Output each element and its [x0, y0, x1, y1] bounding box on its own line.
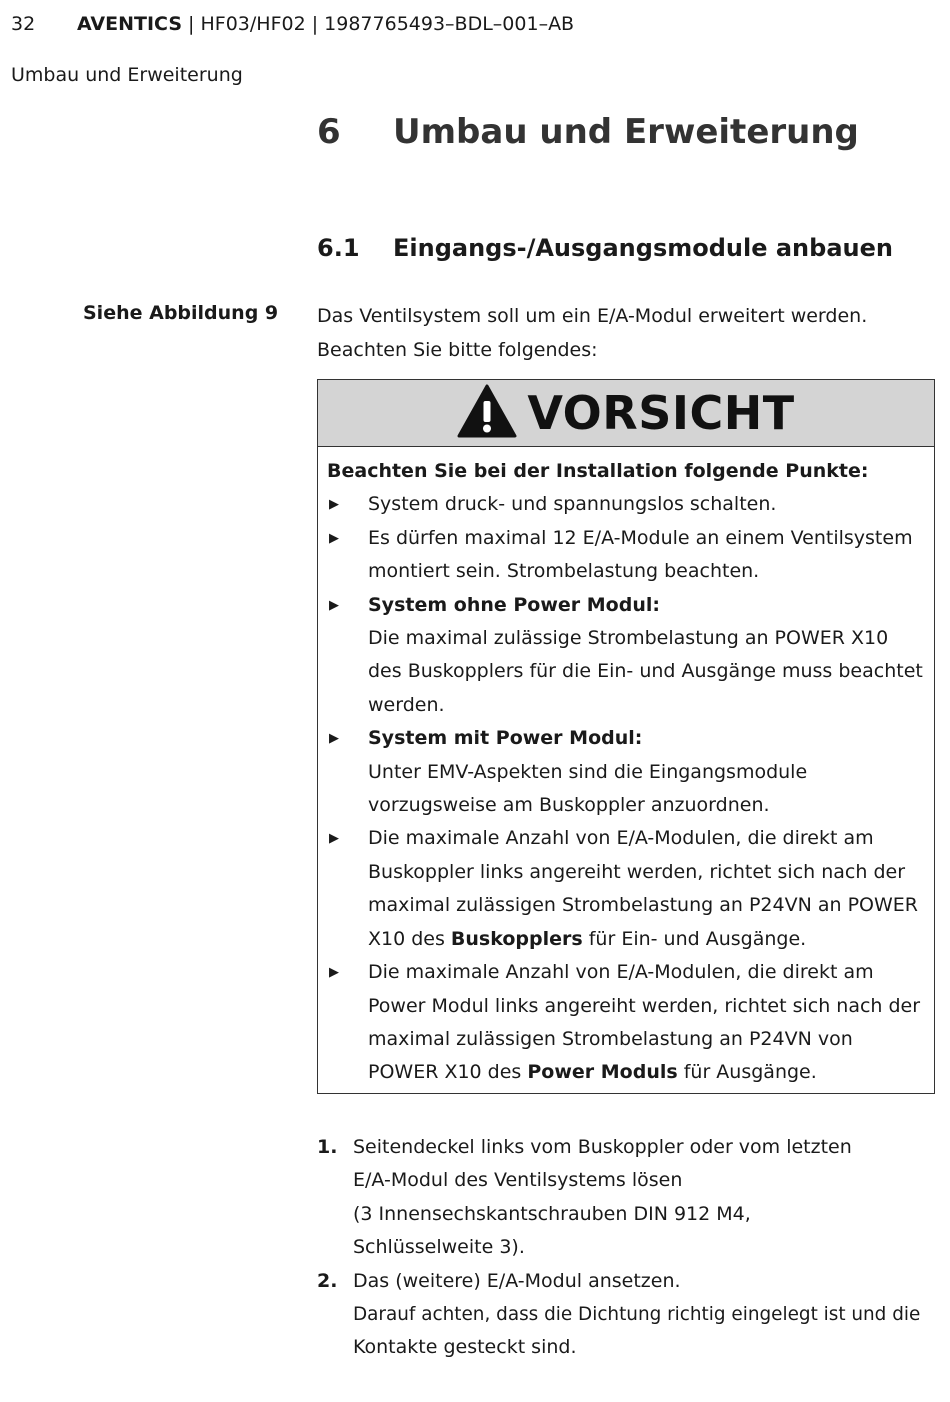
step-text: E/A-Modul des Ventilsystems lösen [353, 1169, 683, 1192]
section-title: Eingangs-/Ausgangsmodule anbauen [393, 234, 893, 262]
step-number: 1. [317, 1136, 338, 1158]
caution-item [327, 956, 926, 1090]
caution-item-heading: System mit Power Modul: [368, 727, 643, 750]
running-section-title: Umbau und Erweiterung [11, 64, 243, 86]
step-text: Schlüsselweite 3). [353, 1236, 525, 1259]
caution-item-heading: System ohne Power Modul: [368, 593, 660, 616]
caution-header [318, 380, 934, 447]
caution-body [318, 447, 934, 1090]
caution-item-text: Die maximal zulässige Strombelastung an POWER X10 des Buskopplers für die Ein- und Ausgänge muss beachtet werden. [368, 627, 923, 716]
brand-name: AVENTICS [77, 13, 183, 35]
caution-item-text: Unter EMV-Aspekten sind die Eingangsmodule vorzugsweise am Buskoppler anzuordnen. [368, 760, 808, 817]
caution-lead: Beachten Sie bei der Installation folgende Punkte: [327, 460, 869, 482]
intro-line: Das Ventilsystem soll um ein E/A-Modul erweitert werden. [317, 305, 868, 327]
caution-item-text: System druck- und spannungslos schalten. [368, 493, 777, 516]
procedure-steps [317, 1131, 942, 1365]
bullet-arrow-icon: ▶ [329, 965, 339, 981]
chapter-number: 6 [317, 112, 341, 152]
caution-item-text: Die maximale Anzahl von E/A-Modulen, die direkt am Power Modul links angereiht werden, richtet sich nach der maximal zulässigen Strombelastung an P24VN von POWER X10 des [368, 961, 921, 1084]
caution-item-text: für Ausgänge. [677, 1061, 817, 1084]
section-heading [317, 234, 893, 262]
procedure-step [317, 1265, 942, 1365]
caution-title: VORSICHT [527, 386, 795, 440]
bullet-arrow-icon: ▶ [329, 530, 339, 546]
bullet-arrow-icon: ▶ [329, 597, 339, 613]
caution-item-text: Die maximale Anzahl von E/A-Modulen, die direkt am Buskoppler links angereiht werden, richtet sich nach der maximal zulässigen Strombelastung an P24VN an POWER X10 des [368, 827, 918, 950]
figure-reference: Siehe Abbildung 9 [83, 302, 279, 324]
bullet-arrow-icon: ▶ [329, 497, 339, 513]
intro-line: Beachten Sie bitte folgendes: [317, 339, 598, 361]
step-text: Darauf achten, dass die Dichtung richtig eingelegt ist und die [353, 1304, 921, 1326]
caution-item [327, 722, 926, 822]
step-number: 2. [317, 1269, 338, 1292]
step-text: Seitendeckel links vom Buskoppler oder vom letzten [353, 1136, 852, 1158]
warning-triangle-icon [457, 384, 517, 442]
bullet-arrow-icon: ▶ [329, 731, 339, 747]
caution-item-text: Es dürfen maximal 12 E/A-Module an einem Ventilsystem montiert sein. Strombelastung beachten. [368, 526, 913, 583]
caution-item [327, 488, 926, 521]
step-text: Kontakte gesteckt sind. [353, 1336, 577, 1359]
caution-item-text: für Ein- und Ausgänge. [582, 927, 807, 950]
caution-item-emphasis: Power Moduls [527, 1061, 678, 1084]
caution-item-emphasis: Buskopplers [450, 927, 583, 950]
procedure-step [317, 1131, 942, 1265]
step-text: Das (weitere) E/A-Modul ansetzen. [353, 1269, 681, 1292]
caution-item [327, 589, 926, 723]
caution-item [327, 822, 926, 956]
page-number: 32 [11, 13, 36, 35]
intro-paragraph [317, 299, 937, 367]
caution-box [317, 379, 935, 1094]
running-header [11, 13, 574, 35]
chapter-heading [317, 112, 859, 152]
section-number: 6.1 [317, 234, 360, 262]
document-info: | HF03/HF02 | 1987765493–BDL–001–AB [182, 13, 575, 35]
bullet-arrow-icon: ▶ [329, 831, 339, 847]
chapter-title: Umbau und Erweiterung [393, 112, 859, 152]
step-text: (3 Innensechskantschrauben DIN 912 M4, [353, 1202, 751, 1225]
caution-item [327, 522, 926, 589]
